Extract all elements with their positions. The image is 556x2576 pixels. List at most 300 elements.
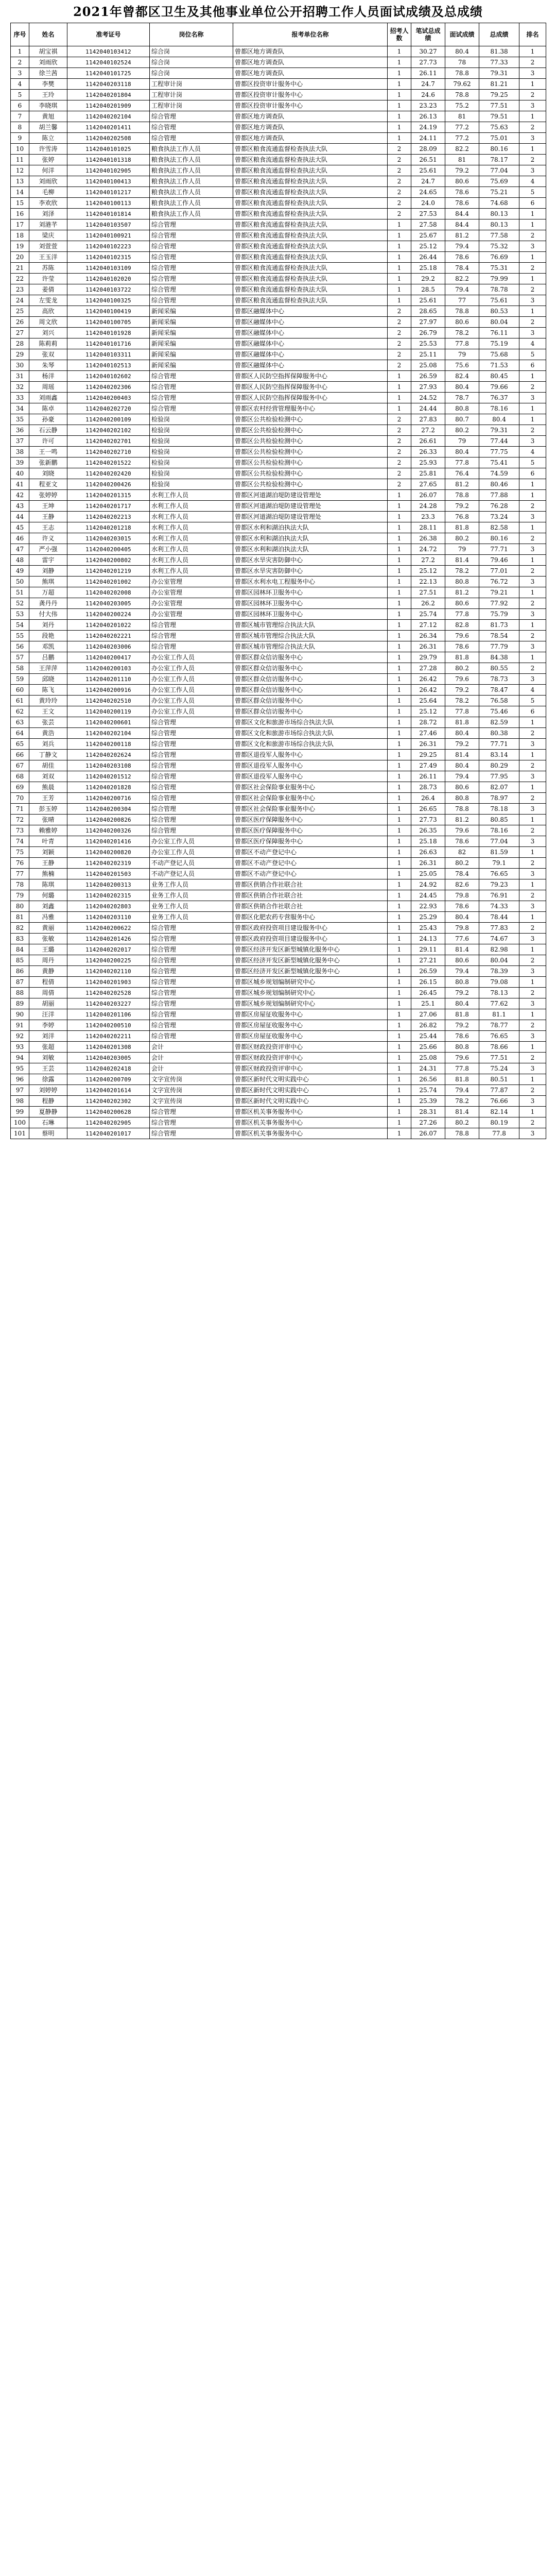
cell-unit: 曾都区供销合作社联合社 <box>233 901 388 912</box>
table-row <box>11 198 546 209</box>
cell-post: 综合管理 <box>150 133 233 144</box>
cell-written-score: 24.44 <box>411 403 445 414</box>
cell-quota: 1 <box>388 284 411 295</box>
cell-post: 检验岗 <box>150 468 233 479</box>
cell-rank: 2 <box>519 1053 546 1063</box>
cell-name: 王璐 <box>29 944 67 955</box>
table-row <box>11 155 546 165</box>
cell-unit: 曾都区水利和湖泊执法大队 <box>233 544 388 555</box>
cell-interview-score: 75.6 <box>445 360 479 371</box>
cell-total-score: 77.75 <box>479 447 519 457</box>
cell-total-score: 78.44 <box>479 912 519 923</box>
cell-rank: 3 <box>519 436 546 447</box>
cell-quota: 2 <box>388 176 411 187</box>
cell-post: 综合管理 <box>150 252 233 263</box>
cell-ticket: 1142040200224 <box>67 609 150 620</box>
cell-ticket: 1142040202221 <box>67 631 150 641</box>
table-row <box>11 230 546 241</box>
cell-quota: 1 <box>388 760 411 771</box>
table-row <box>11 1053 546 1063</box>
cell-ticket: 1142040202510 <box>67 696 150 706</box>
cell-name: 严小强 <box>29 544 67 555</box>
cell-written-score: 27.49 <box>411 760 445 771</box>
cell-quota: 1 <box>388 912 411 923</box>
cell-name: 刘泽 <box>29 209 67 219</box>
cell-quota: 1 <box>388 674 411 685</box>
cell-unit: 曾都区粮食流通监督检查执法大队 <box>233 176 388 187</box>
cell-written-score: 26.31 <box>411 739 445 750</box>
cell-quota: 1 <box>388 522 411 533</box>
cell-total-score: 75.63 <box>479 122 519 133</box>
cell-post: 工程审计岗 <box>150 100 233 111</box>
cell-rank: 2 <box>519 988 546 998</box>
cell-quota: 1 <box>388 609 411 620</box>
cell-written-score: 25.93 <box>411 457 445 468</box>
cell-seq: 90 <box>11 1009 29 1020</box>
cell-interview-score: 77.8 <box>445 457 479 468</box>
cell-unit: 曾都区河道湖泊堤防建设管理处 <box>233 490 388 501</box>
cell-written-score: 24.7 <box>411 79 445 90</box>
cell-total-score: 75.69 <box>479 176 519 187</box>
cell-written-score: 27.46 <box>411 728 445 739</box>
cell-ticket: 1142040200426 <box>67 479 150 490</box>
cell-written-score: 27.65 <box>411 479 445 490</box>
cell-written-score: 24.28 <box>411 501 445 512</box>
cell-post: 检验岗 <box>150 447 233 457</box>
cell-name: 黄静 <box>29 966 67 977</box>
cell-unit: 曾都区融媒体中心 <box>233 317 388 328</box>
cell-written-score: 24.52 <box>411 393 445 403</box>
table-row <box>11 122 546 133</box>
cell-ticket: 1142040201022 <box>67 620 150 631</box>
cell-total-score: 77.01 <box>479 566 519 577</box>
cell-total-score: 78.18 <box>479 804 519 815</box>
cell-post: 水利工作人员 <box>150 512 233 522</box>
header-interview-score: 面试成绩 <box>445 23 479 46</box>
cell-interview-score: 80.2 <box>445 533 479 544</box>
cell-unit: 曾都区公共检验检测中心 <box>233 436 388 447</box>
cell-total-score: 79.99 <box>479 274 519 284</box>
cell-written-score: 24.6 <box>411 90 445 100</box>
cell-interview-score: 80.4 <box>445 46 479 57</box>
cell-unit: 曾都区水旱灾害防御中心 <box>233 566 388 577</box>
cell-unit: 曾都区经济开发区新型城镇化服务中心 <box>233 955 388 966</box>
cell-rank: 2 <box>519 955 546 966</box>
cell-quota: 1 <box>388 1063 411 1074</box>
cell-written-score: 27.58 <box>411 219 445 230</box>
cell-name: 许可 <box>29 436 67 447</box>
cell-post: 综合管理 <box>150 393 233 403</box>
table-row <box>11 1085 546 1096</box>
cell-interview-score: 79 <box>445 544 479 555</box>
header-seq: 序号 <box>11 23 29 46</box>
cell-quota: 1 <box>388 133 411 144</box>
cell-post: 检验岗 <box>150 414 233 425</box>
cell-name: 王萍萍 <box>29 663 67 674</box>
cell-interview-score: 78.8 <box>445 1128 479 1139</box>
cell-quota: 1 <box>388 934 411 944</box>
cell-interview-score: 78.2 <box>445 696 479 706</box>
cell-unit: 曾都区地方调查队 <box>233 122 388 133</box>
cell-rank: 1 <box>519 274 546 284</box>
cell-rank: 3 <box>519 804 546 815</box>
cell-post: 综合管理 <box>150 122 233 133</box>
cell-interview-score: 79.2 <box>445 988 479 998</box>
cell-seq: 86 <box>11 966 29 977</box>
cell-written-score: 27.2 <box>411 555 445 566</box>
cell-unit: 曾都区化肥农药专营服务中心 <box>233 912 388 923</box>
cell-name: 张敏 <box>29 934 67 944</box>
cell-quota: 1 <box>388 696 411 706</box>
cell-quota: 1 <box>388 566 411 577</box>
table-row <box>11 782 546 793</box>
cell-interview-score: 78.4 <box>445 869 479 879</box>
cell-total-score: 78.16 <box>479 825 519 836</box>
table-row <box>11 1009 546 1020</box>
cell-total-score: 80.13 <box>479 209 519 219</box>
cell-rank: 1 <box>519 252 546 263</box>
cell-interview-score: 82 <box>445 847 479 858</box>
cell-ticket: 1142040201522 <box>67 457 150 468</box>
cell-unit: 曾都区城乡规划编制研究中心 <box>233 998 388 1009</box>
cell-interview-score: 81 <box>445 155 479 165</box>
cell-quota: 1 <box>388 685 411 696</box>
cell-quota: 1 <box>388 46 411 57</box>
cell-post: 办公室工作人员 <box>150 836 233 847</box>
table-row <box>11 739 546 750</box>
cell-ticket: 1142040200601 <box>67 717 150 728</box>
cell-unit: 曾都区粮食流通监督检查执法大队 <box>233 155 388 165</box>
cell-name: 王文 <box>29 706 67 717</box>
cell-quota: 1 <box>388 219 411 230</box>
cell-post: 新闻采编 <box>150 338 233 349</box>
cell-quota: 1 <box>388 371 411 382</box>
cell-total-score: 80.29 <box>479 760 519 771</box>
cell-unit: 曾都区人民防空指挥保障服务中心 <box>233 371 388 382</box>
cell-written-score: 26.35 <box>411 825 445 836</box>
cell-total-score: 78.47 <box>479 685 519 696</box>
cell-seq: 25 <box>11 306 29 317</box>
cell-ticket: 1142040103412 <box>67 46 150 57</box>
cell-post: 办公室管理 <box>150 598 233 609</box>
cell-seq: 59 <box>11 674 29 685</box>
cell-ticket: 1142040202710 <box>67 447 150 457</box>
cell-post: 办公室工作人员 <box>150 847 233 858</box>
cell-rank: 1 <box>519 414 546 425</box>
table-row <box>11 988 546 998</box>
cell-interview-score: 82.8 <box>445 620 479 631</box>
cell-ticket: 1142040103507 <box>67 219 150 230</box>
cell-post: 综合管理 <box>150 230 233 241</box>
cell-quota: 1 <box>388 858 411 869</box>
cell-quota: 1 <box>388 122 411 133</box>
cell-written-score: 26.63 <box>411 847 445 858</box>
cell-written-score: 25.53 <box>411 338 445 349</box>
cell-post: 综合管理 <box>150 631 233 641</box>
cell-post: 粮食执法工作人员 <box>150 187 233 198</box>
cell-rank: 2 <box>519 728 546 739</box>
cell-ticket: 1142040201512 <box>67 771 150 782</box>
cell-post: 综合管理 <box>150 771 233 782</box>
cell-name: 李樊 <box>29 79 67 90</box>
cell-name: 彭玉婷 <box>29 804 67 815</box>
cell-quota: 1 <box>388 533 411 544</box>
cell-rank: 1 <box>519 620 546 631</box>
table-row <box>11 566 546 577</box>
cell-ticket: 1142040203110 <box>67 912 150 923</box>
cell-written-score: 26.4 <box>411 793 445 804</box>
cell-interview-score: 79.8 <box>445 890 479 901</box>
cell-total-score: 78.13 <box>479 988 519 998</box>
cell-ticket: 1142040101025 <box>67 144 150 155</box>
cell-written-score: 27.06 <box>411 1009 445 1020</box>
cell-ticket: 1142040202418 <box>67 1063 150 1074</box>
cell-rank: 2 <box>519 57 546 68</box>
cell-post: 综合管理 <box>150 274 233 284</box>
cell-interview-score: 78.2 <box>445 1096 479 1107</box>
cell-rank: 3 <box>519 295 546 306</box>
cell-name: 王玲 <box>29 90 67 100</box>
cell-post: 综合管理 <box>150 782 233 793</box>
cell-quota: 1 <box>388 403 411 414</box>
cell-interview-score: 78.6 <box>445 1031 479 1042</box>
cell-seq: 48 <box>11 555 29 566</box>
cell-interview-score: 79.4 <box>445 966 479 977</box>
cell-total-score: 75.61 <box>479 295 519 306</box>
cell-ticket: 1142040200916 <box>67 685 150 696</box>
cell-quota: 1 <box>388 1074 411 1085</box>
cell-post: 综合岗 <box>150 46 233 57</box>
cell-rank: 3 <box>519 609 546 620</box>
cell-seq: 72 <box>11 815 29 825</box>
cell-post: 综合管理 <box>150 944 233 955</box>
cell-seq: 70 <box>11 793 29 804</box>
cell-ticket: 1142040103109 <box>67 263 150 274</box>
cell-seq: 84 <box>11 944 29 955</box>
cell-total-score: 80.51 <box>479 1074 519 1085</box>
cell-written-score: 29.25 <box>411 750 445 760</box>
cell-ticket: 1142040100325 <box>67 295 150 306</box>
cell-written-score: 27.97 <box>411 317 445 328</box>
cell-name: 夏静静 <box>29 1107 67 1117</box>
cell-rank: 1 <box>519 782 546 793</box>
cell-post: 综合管理 <box>150 793 233 804</box>
cell-name: 王一鸣 <box>29 447 67 457</box>
cell-post: 综合管理 <box>150 241 233 252</box>
cell-quota: 1 <box>388 869 411 879</box>
cell-quota: 1 <box>388 782 411 793</box>
cell-interview-score: 77.8 <box>445 706 479 717</box>
cell-rank: 6 <box>519 198 546 209</box>
table-row <box>11 609 546 620</box>
cell-rank: 3 <box>519 512 546 522</box>
cell-post: 综合管理 <box>150 1009 233 1020</box>
table-row <box>11 879 546 890</box>
cell-quota: 1 <box>388 890 411 901</box>
cell-ticket: 1142040200225 <box>67 955 150 966</box>
cell-name: 周倩 <box>29 988 67 998</box>
cell-unit: 曾都区退役军人服务中心 <box>233 750 388 760</box>
cell-total-score: 75.68 <box>479 349 519 360</box>
cell-ticket: 1142040202104 <box>67 728 150 739</box>
cell-quota: 1 <box>388 1085 411 1096</box>
cell-rank: 6 <box>519 360 546 371</box>
cell-total-score: 80.04 <box>479 955 519 966</box>
cell-total-score: 82.59 <box>479 717 519 728</box>
cell-ticket: 1142040101928 <box>67 328 150 338</box>
cell-written-score: 25.08 <box>411 1053 445 1063</box>
cell-seq: 78 <box>11 879 29 890</box>
cell-ticket: 1142040202319 <box>67 858 150 869</box>
cell-post: 综合管理 <box>150 750 233 760</box>
cell-quota: 1 <box>388 631 411 641</box>
cell-written-score: 27.73 <box>411 815 445 825</box>
cell-written-score: 26.44 <box>411 252 445 263</box>
cell-name: 刘婷婷 <box>29 1085 67 1096</box>
table-row <box>11 436 546 447</box>
cell-ticket: 1142040202803 <box>67 901 150 912</box>
cell-seq: 92 <box>11 1031 29 1042</box>
cell-quota: 2 <box>388 317 411 328</box>
cell-quota: 1 <box>388 577 411 587</box>
cell-written-score: 28.65 <box>411 306 445 317</box>
cell-seq: 81 <box>11 912 29 923</box>
cell-ticket: 1142040202508 <box>67 133 150 144</box>
cell-seq: 4 <box>11 79 29 90</box>
cell-name: 陈琪 <box>29 879 67 890</box>
cell-written-score: 27.51 <box>411 587 445 598</box>
cell-post: 综合岗 <box>150 57 233 68</box>
cell-seq: 97 <box>11 1085 29 1096</box>
table-row <box>11 1042 546 1053</box>
cell-total-score: 76.69 <box>479 252 519 263</box>
cell-interview-score: 84.4 <box>445 219 479 230</box>
cell-ticket: 1142040201503 <box>67 869 150 879</box>
cell-total-score: 76.11 <box>479 328 519 338</box>
cell-written-score: 25.18 <box>411 263 445 274</box>
cell-ticket: 1142040201909 <box>67 100 150 111</box>
cell-written-score: 25.08 <box>411 360 445 371</box>
cell-written-score: 25.74 <box>411 609 445 620</box>
cell-name: 黄玲玲 <box>29 696 67 706</box>
cell-unit: 曾都区群众信访服务中心 <box>233 652 388 663</box>
cell-interview-score: 77.2 <box>445 122 479 133</box>
cell-quota: 1 <box>388 598 411 609</box>
cell-name: 刘雨鑫 <box>29 393 67 403</box>
cell-post: 综合管理 <box>150 923 233 934</box>
cell-seq: 50 <box>11 577 29 587</box>
table-row <box>11 263 546 274</box>
cell-interview-score: 80.8 <box>445 577 479 587</box>
cell-seq: 30 <box>11 360 29 371</box>
cell-total-score: 77.79 <box>479 641 519 652</box>
cell-name: 丁静文 <box>29 750 67 760</box>
cell-seq: 82 <box>11 923 29 934</box>
cell-total-score: 74.67 <box>479 934 519 944</box>
cell-written-score: 26.11 <box>411 68 445 79</box>
table-row <box>11 1107 546 1117</box>
cell-post: 粮食执法工作人员 <box>150 209 233 219</box>
cell-unit: 曾都区投资审计服务中心 <box>233 90 388 100</box>
table-row <box>11 760 546 771</box>
cell-quota: 1 <box>388 79 411 90</box>
cell-name: 熊晨 <box>29 782 67 793</box>
cell-unit: 曾都区文化和旅游市场综合执法大队 <box>233 739 388 750</box>
cell-rank: 3 <box>519 1096 546 1107</box>
cell-total-score: 83.14 <box>479 750 519 760</box>
cell-total-score: 84.38 <box>479 652 519 663</box>
table-row <box>11 728 546 739</box>
cell-interview-score: 80.4 <box>445 382 479 393</box>
cell-ticket: 1142040101716 <box>67 338 150 349</box>
table-row <box>11 577 546 587</box>
cell-post: 检验岗 <box>150 479 233 490</box>
cell-ticket: 1142040200510 <box>67 1020 150 1031</box>
cell-ticket: 1142040200709 <box>67 1074 150 1085</box>
table-row <box>11 57 546 68</box>
cell-written-score: 25.81 <box>411 468 445 479</box>
cell-name: 张超 <box>29 1042 67 1053</box>
cell-seq: 101 <box>11 1128 29 1139</box>
table-row <box>11 133 546 144</box>
cell-ticket: 1142040101814 <box>67 209 150 219</box>
cell-ticket: 1142040102602 <box>67 371 150 382</box>
cell-name: 王静 <box>29 858 67 869</box>
table-row <box>11 144 546 155</box>
cell-rank: 3 <box>519 1031 546 1042</box>
cell-ticket: 1142040202701 <box>67 436 150 447</box>
cell-quota: 1 <box>388 501 411 512</box>
cell-unit: 曾都区新时代文明实践中心 <box>233 1085 388 1096</box>
cell-interview-score: 79.8 <box>445 923 479 934</box>
cell-quota: 1 <box>388 1128 411 1139</box>
cell-ticket: 1142040200826 <box>67 815 150 825</box>
cell-rank: 2 <box>519 425 546 436</box>
cell-unit: 曾都区融媒体中心 <box>233 328 388 338</box>
cell-quota: 1 <box>388 587 411 598</box>
cell-quota: 1 <box>388 490 411 501</box>
cell-seq: 14 <box>11 187 29 198</box>
header-total-score: 总成绩 <box>479 23 519 46</box>
cell-seq: 99 <box>11 1107 29 1117</box>
cell-quota: 1 <box>388 512 411 522</box>
cell-interview-score: 80.4 <box>445 728 479 739</box>
cell-seq: 58 <box>11 663 29 674</box>
cell-unit: 曾都区城市管理综合执法大队 <box>233 641 388 652</box>
cell-interview-score: 79.4 <box>445 1085 479 1096</box>
table-row <box>11 750 546 760</box>
cell-name: 许义 <box>29 533 67 544</box>
cell-total-score: 82.07 <box>479 782 519 793</box>
cell-seq: 80 <box>11 901 29 912</box>
cell-name: 刘洋 <box>29 1031 67 1042</box>
cell-seq: 5 <box>11 90 29 100</box>
cell-written-score: 27.53 <box>411 209 445 219</box>
cell-name: 王静 <box>29 512 67 522</box>
cell-quota: 1 <box>388 263 411 274</box>
cell-interview-score: 77.2 <box>445 133 479 144</box>
table-row <box>11 890 546 901</box>
table-row <box>11 490 546 501</box>
cell-quota: 1 <box>388 57 411 68</box>
cell-name: 刘鑫 <box>29 901 67 912</box>
cell-interview-score: 80.2 <box>445 1117 479 1128</box>
cell-unit: 曾都区粮食流通监督检查执法大队 <box>233 209 388 219</box>
table-row <box>11 901 546 912</box>
cell-ticket: 1142040200118 <box>67 739 150 750</box>
cell-seq: 2 <box>11 57 29 68</box>
cell-unit: 曾都区经济开发区新型城镇化服务中心 <box>233 966 388 977</box>
